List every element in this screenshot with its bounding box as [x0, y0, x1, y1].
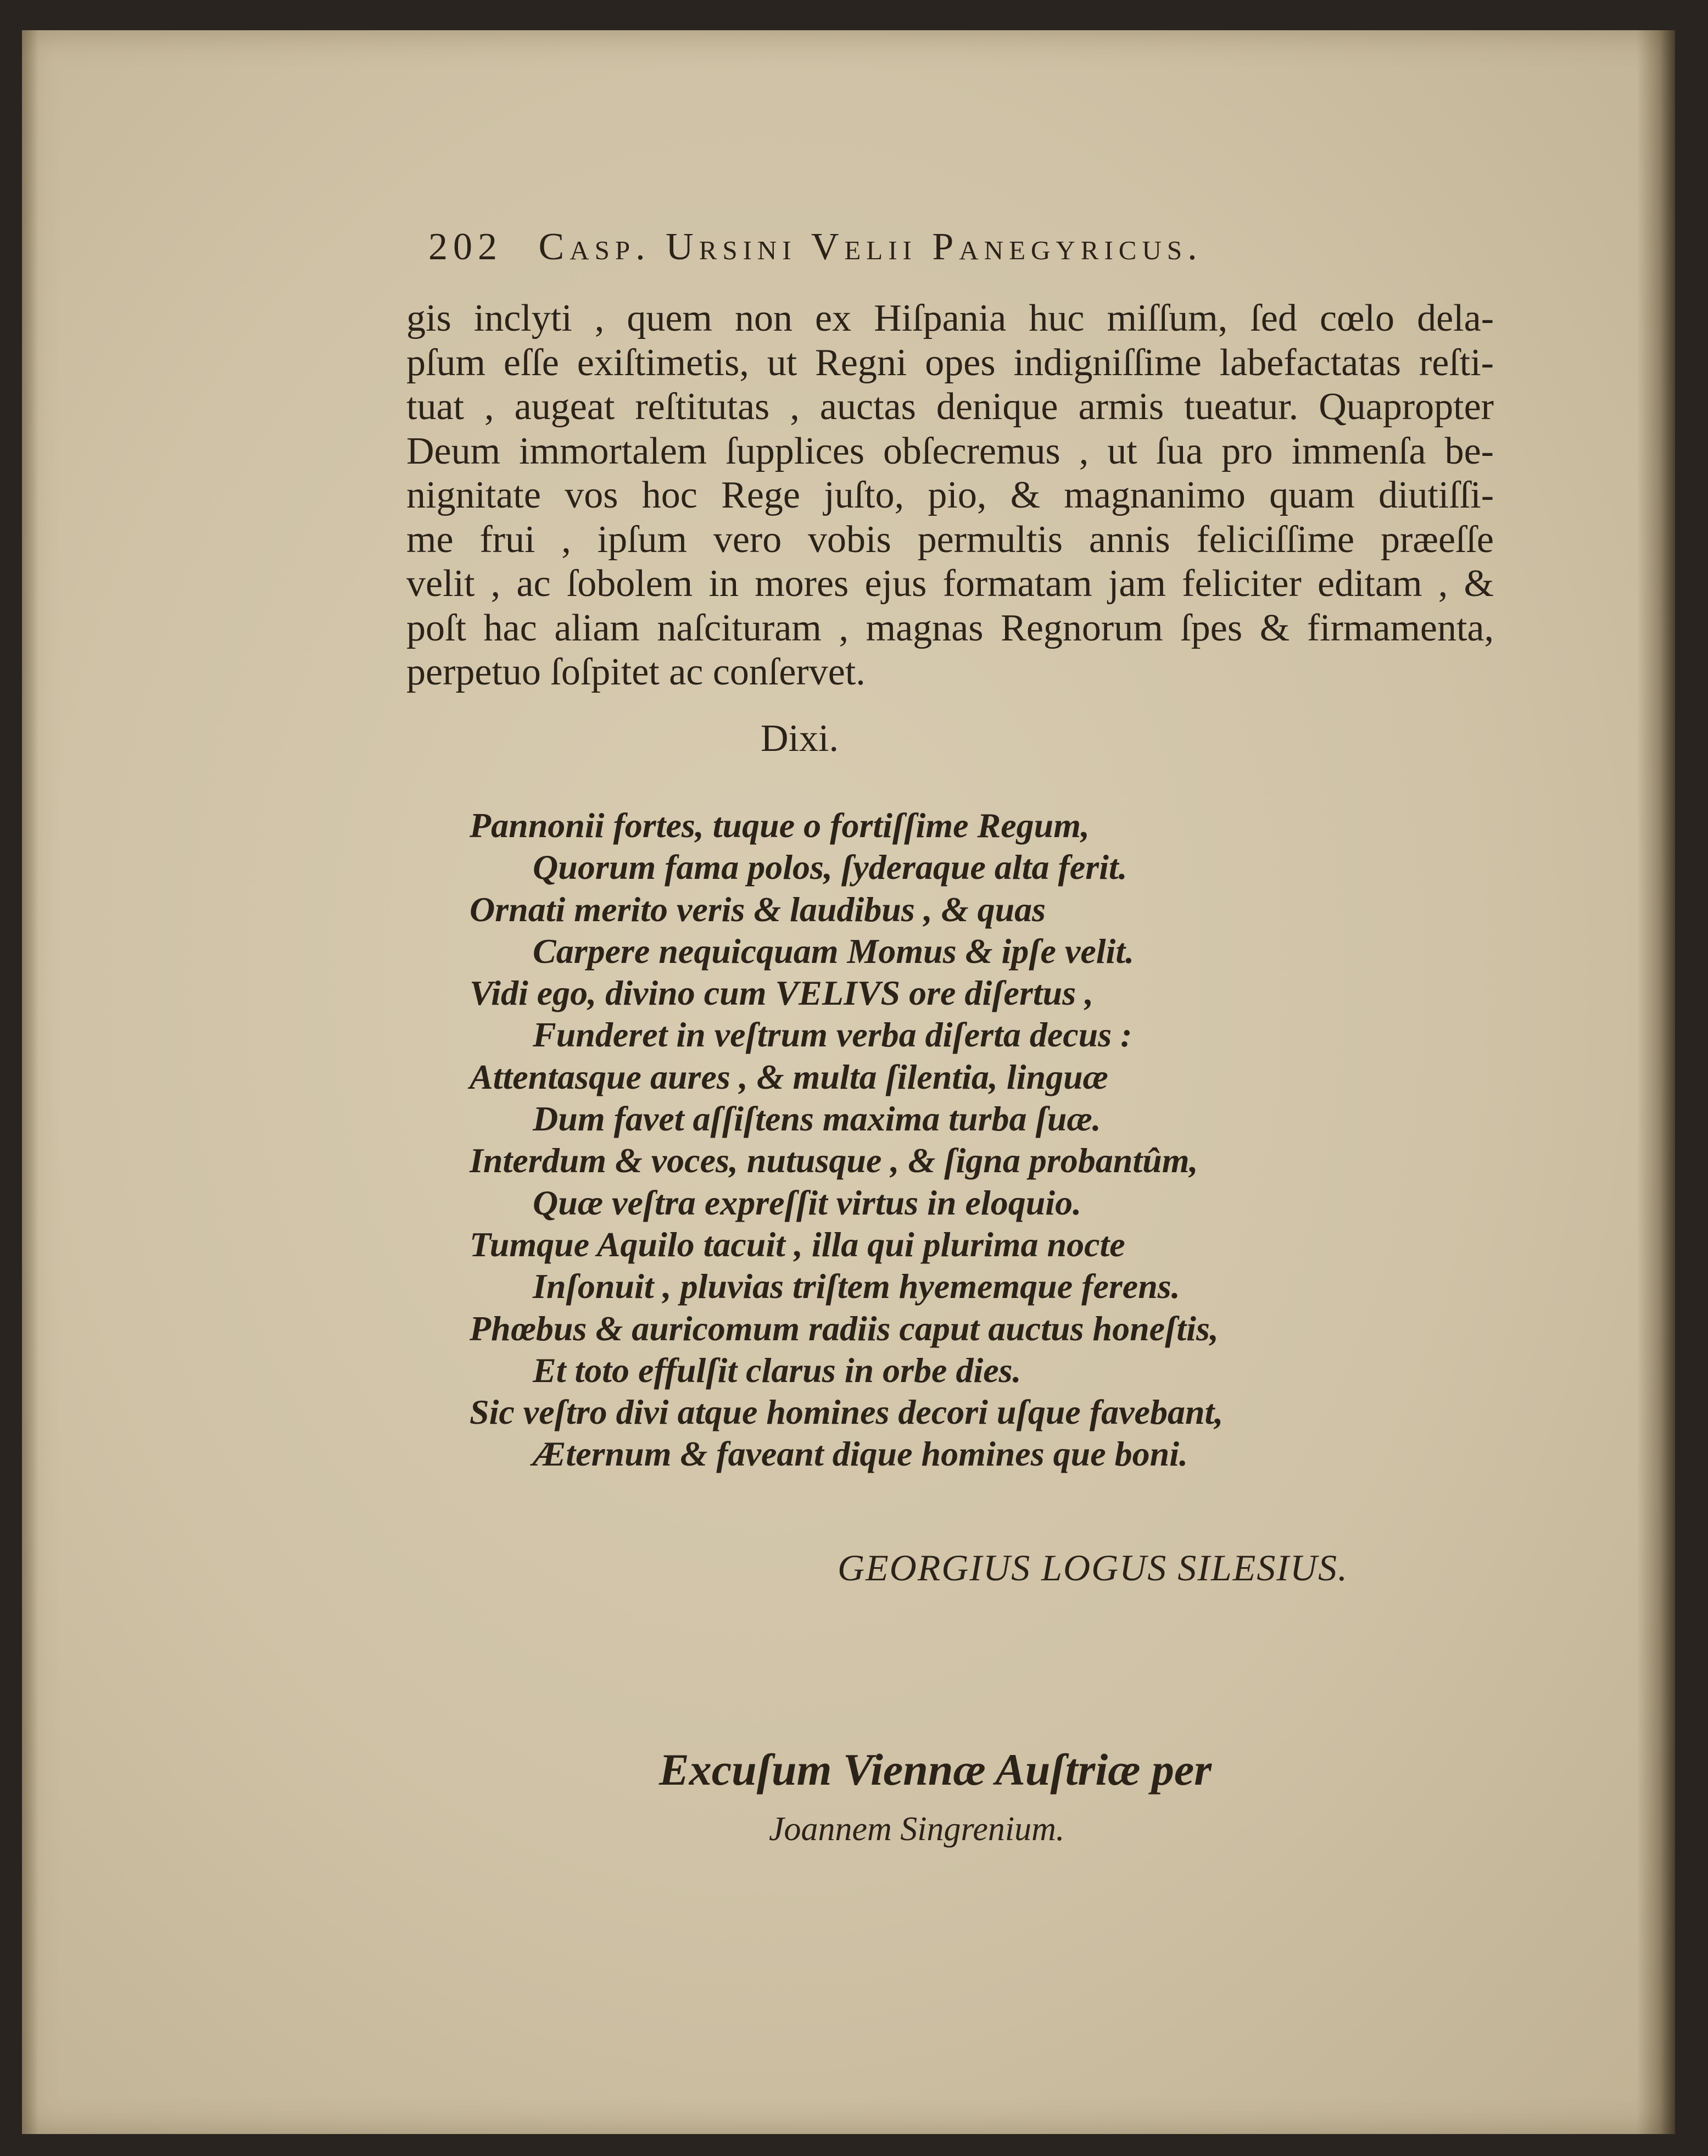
prose-line: perpetuo ſoſpitet ac conſervet. [406, 651, 866, 693]
verse-line: Phœbus & auricomum radiis caput auctus honeſtis, [470, 1308, 1219, 1348]
verse-line: Quorum fama polos, ſyderaque alta ferit. [533, 848, 1127, 887]
book-page [22, 30, 1675, 2134]
verse-line: Æternum & faveant dique homines que boni. [533, 1434, 1188, 1474]
verse-line: Inſonuit , pluvias triſtem hyememque ferens. [533, 1267, 1180, 1306]
verse-poem [470, 805, 1223, 1475]
verse-line: Sic veſtro divi atque homines decori uſque favebant, [470, 1392, 1224, 1432]
page-gutter-shadow [1637, 30, 1675, 2134]
imprint-line-1: Excuſum Viennæ Auſtriæ per [659, 1745, 1212, 1795]
verse-line: Vidi ego, divino cum VELIVS ore diſertus , [470, 973, 1094, 1013]
prose-line: me frui , ipſum vero vobis permultis annis feliciſſime præeſſe [406, 518, 1494, 561]
author-signature: GEORGIUS LOGUS SILESIUS. [838, 1547, 1349, 1589]
verse-line: Quæ veſtra expreſſit virtus in eloquio. [533, 1183, 1082, 1222]
prose-line: gis inclyti , quem non ex Hiſpania huc miſſum, ſed cœlo dela- [406, 297, 1494, 339]
prose-line: tuat , augeat reſtitutas , auctas denique armis tueatur. Quapropter [406, 386, 1494, 428]
prose-line: velit , ac ſobolem in mores ejus formatam jam feliciter editam , & [406, 562, 1494, 605]
prose-line: pſum eſſe exiſtimetis, ut Regni opes indigniſſime labefactatas reſti- [406, 341, 1494, 384]
prose-line: nignitate vos hoc Rege juſto, pio, & magnanimo quam diutiſſi- [406, 474, 1494, 516]
verse-line: Ornati merito veris & laudibus , & quas [470, 889, 1046, 929]
verse-line: Carpere nequicquam Momus & ipſe velit. [533, 931, 1135, 971]
closing-dixi: Dixi. [761, 717, 839, 760]
verse-line: Tumque Aquilo tacuit , illa qui plurima nocte [470, 1224, 1125, 1264]
verse-line: Interdum & voces, nutusque , & ſigna probantûm, [470, 1141, 1198, 1180]
page-left-edge-shadow [22, 30, 38, 2134]
verse-line: Dum favet aſſiſtens maxima turba ſuæ. [533, 1099, 1101, 1139]
verse-line: Pannonii fortes, tuque o fortiſſime Regum, [470, 806, 1090, 845]
prose-paragraph [406, 297, 1494, 695]
verse-line: Funderet in veſtrum verba diſerta decus : [533, 1015, 1132, 1055]
imprint-line-2: Joannem Singrenium. [769, 1810, 1065, 1848]
prose-line: poſt hac aliam naſcituram , magnas Regnorum ſpes & firmamenta, [406, 606, 1494, 649]
verse-line: Et toto effulſit clarus in orbe dies. [533, 1350, 1022, 1390]
running-head-title: Casp. Ursini Velii Panegyricus. [538, 226, 1203, 268]
verse-line: Attentasque aures , & multa ſilentia, linguæ [470, 1057, 1108, 1096]
running-head [428, 225, 1439, 269]
page-number: 202 [428, 226, 503, 268]
prose-line: Deum immortalem ſupplices obſecremus , ut ſua pro immenſa be- [406, 430, 1494, 472]
